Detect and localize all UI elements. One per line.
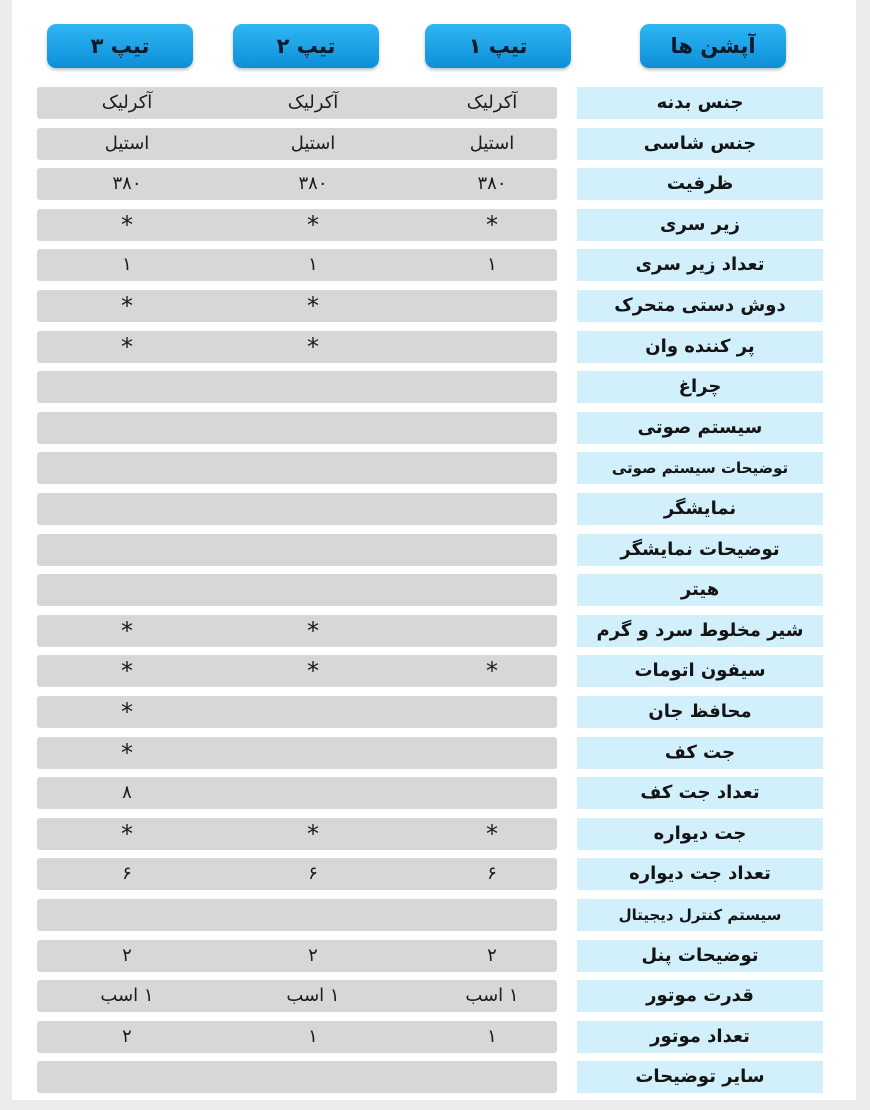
cell-t2 (253, 371, 373, 403)
row-label: زیر سری (577, 209, 823, 241)
row-label: سایر توضیحات (577, 1061, 823, 1093)
cell-t1 (432, 290, 552, 322)
cell-t2: ۱ (308, 254, 318, 275)
cell-t1 (432, 452, 552, 484)
cell-t2 (253, 452, 373, 484)
cell-t3: ۱ (122, 254, 132, 275)
cell-t2: * (307, 657, 319, 685)
cell-t3 (67, 452, 187, 484)
cell-t1: ۱ اسب (465, 985, 519, 1006)
header-options: آپشن ها (640, 24, 786, 68)
cell-t2: ۱ اسب (286, 985, 340, 1006)
cell-t2: استیل (290, 133, 336, 154)
cell-t2: * (307, 333, 319, 361)
cell-t3: * (121, 211, 133, 239)
row-label: جنس شاسی (577, 128, 823, 160)
row-label: تعداد جت دیواره (577, 858, 823, 890)
cell-t1 (432, 331, 552, 363)
cell-t1 (432, 737, 552, 769)
cell-t2 (253, 1061, 373, 1093)
row-label: هیتر (577, 574, 823, 606)
cell-t1 (432, 1061, 552, 1093)
cell-t3: ۲ (122, 945, 132, 966)
cell-t3: ۶ (122, 863, 132, 884)
row-label: ظرفیت (577, 168, 823, 200)
row-label: نمایشگر (577, 493, 823, 525)
cell-t2: ۶ (308, 863, 318, 884)
row-label: سیفون اتومات (577, 655, 823, 687)
cell-t1: ۶ (487, 863, 497, 884)
cell-t3: آکرلیک (101, 92, 153, 113)
row-label: محافظ جان (577, 696, 823, 728)
cell-t1: * (486, 657, 498, 685)
row-label: جت دیواره (577, 818, 823, 850)
cell-t2: * (307, 617, 319, 645)
cell-t2 (253, 696, 373, 728)
cell-t1: ۱ (487, 254, 497, 275)
cell-t1 (432, 615, 552, 647)
cell-t1: ۲ (487, 945, 497, 966)
cell-t2: ۲ (308, 945, 318, 966)
cell-t3: ۲ (122, 1026, 132, 1047)
cell-t3: ۳۸۰ (112, 173, 142, 194)
cell-t1: * (486, 820, 498, 848)
header-type-2: تیپ ۲ (233, 24, 379, 68)
row-label: سیستم کنترل دیجیتال (577, 899, 823, 931)
cell-t3 (67, 574, 187, 606)
cell-t2: * (307, 211, 319, 239)
cell-t2: ۳۸۰ (298, 173, 328, 194)
row-label: جنس بدنه (577, 87, 823, 119)
row-label: سیستم صوتی (577, 412, 823, 444)
cell-t2: * (307, 292, 319, 320)
cell-t3 (67, 899, 187, 931)
cell-t3: * (121, 333, 133, 361)
cell-t1 (432, 574, 552, 606)
cell-t3: * (121, 617, 133, 645)
cell-t1 (432, 493, 552, 525)
cell-t1: * (486, 211, 498, 239)
cell-t1 (432, 899, 552, 931)
row-label: توضیحات پنل (577, 940, 823, 972)
cell-t3 (67, 371, 187, 403)
cell-t3: * (121, 739, 133, 767)
cell-t3: استیل (104, 133, 150, 154)
cell-t2 (253, 493, 373, 525)
cell-t1 (432, 777, 552, 809)
cell-t2 (253, 899, 373, 931)
cell-t2 (253, 777, 373, 809)
cell-t2 (253, 574, 373, 606)
row-label: توضیحات نمایشگر (577, 534, 823, 566)
cell-t1: ۳۸۰ (477, 173, 507, 194)
cell-t3: * (121, 698, 133, 726)
cell-t3: ۱ اسب (100, 985, 154, 1006)
cell-t3: ۸ (122, 782, 132, 803)
header-type-1: تیپ ۱ (425, 24, 571, 68)
row-label: پر کننده وان (577, 331, 823, 363)
cell-t1: ۱ (487, 1026, 497, 1047)
row-label: تعداد موتور (577, 1021, 823, 1053)
cell-t1: استیل (469, 133, 515, 154)
row-label: شیر مخلوط سرد و گرم (577, 615, 823, 647)
header-type-3: تیپ ۳ (47, 24, 193, 68)
row-label: توضیحات سیستم صوتی (577, 452, 823, 484)
row-label: قدرت موتور (577, 980, 823, 1012)
cell-t3: * (121, 292, 133, 320)
cell-t3: * (121, 657, 133, 685)
cell-t1 (432, 371, 552, 403)
cell-t3 (67, 412, 187, 444)
cell-t2 (253, 534, 373, 566)
cell-t1 (432, 696, 552, 728)
row-label: تعداد زیر سری (577, 249, 823, 281)
cell-t2: ۱ (308, 1026, 318, 1047)
cell-t1 (432, 412, 552, 444)
cell-t2: * (307, 820, 319, 848)
cell-t1: آکرلیک (466, 92, 518, 113)
row-label: دوش دستی متحرک (577, 290, 823, 322)
row-label: تعداد جت کف (577, 777, 823, 809)
cell-t2 (253, 737, 373, 769)
row-label: چراغ (577, 371, 823, 403)
cell-t2 (253, 412, 373, 444)
cell-t3: * (121, 820, 133, 848)
cell-t2: آکرلیک (287, 92, 339, 113)
cell-t1 (432, 534, 552, 566)
cell-t3 (67, 493, 187, 525)
cell-t3 (67, 1061, 187, 1093)
row-label: جت کف (577, 737, 823, 769)
cell-t3 (67, 534, 187, 566)
